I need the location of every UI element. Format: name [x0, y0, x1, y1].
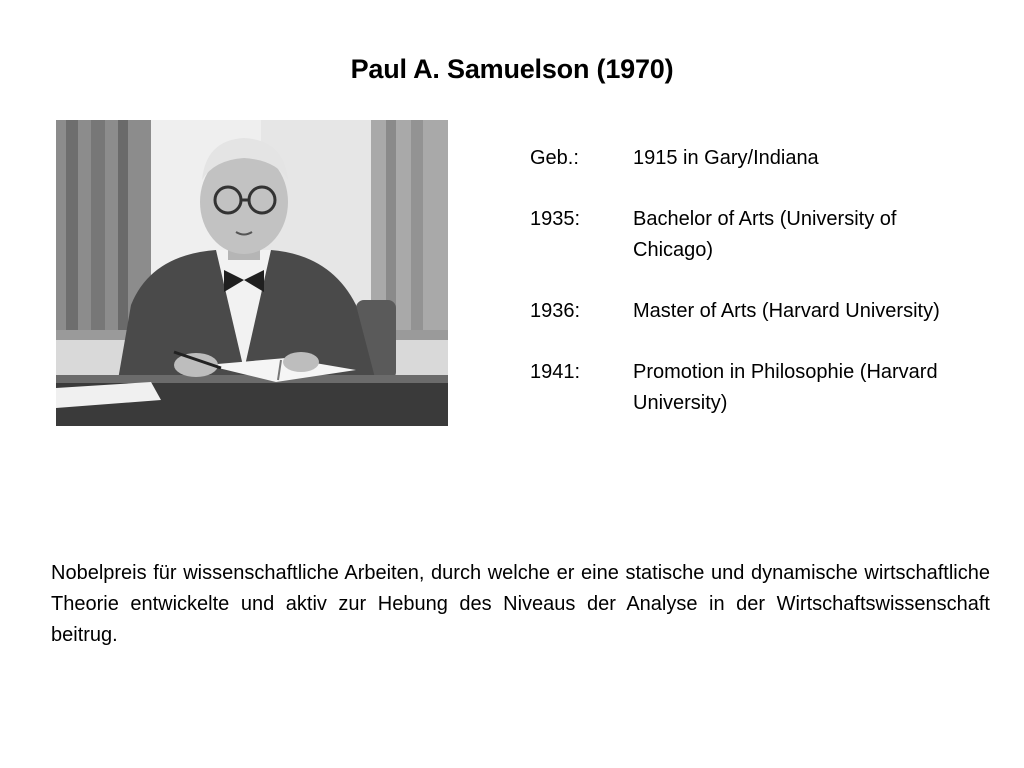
- bio-desc: Master of Arts (Harvard University): [633, 300, 940, 322]
- bio-desc: Promotion in Philosophie (Harvard University): [633, 361, 938, 414]
- bio-year: 1935:: [530, 208, 581, 230]
- bio-year: Geb.:: [530, 147, 579, 169]
- bio-list: [530, 143, 970, 449]
- bio-year: 1941:: [530, 361, 581, 383]
- bio-desc: Bachelor of Arts (University of Chicago): [633, 208, 897, 261]
- portrait-photo: [56, 120, 448, 426]
- bio-year: 1936:: [530, 300, 581, 322]
- slide-title: Paul A. Samuelson (1970): [350, 54, 674, 84]
- bio-row-1935: [530, 204, 970, 266]
- bio-row-1941: [530, 357, 970, 419]
- bio-row-1936: [530, 296, 970, 327]
- nobel-summary: Nobelpreis für wissenschaftliche Arbeiten, durch welche er eine statische und dynamische wirtschaftliche Theorie entwickelte und aktiv zur Hebung des Niveaus der Analyse in der Wirtschaftswissenschaft beitrug.: [51, 562, 990, 646]
- bio-row-birth: [530, 143, 970, 174]
- bio-desc: 1915 in Gary/Indiana: [633, 147, 819, 169]
